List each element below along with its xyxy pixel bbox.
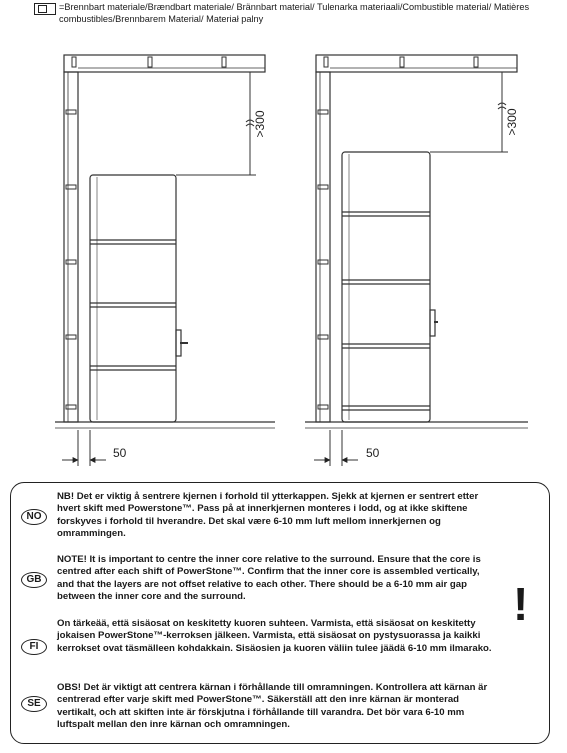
combustible-wall-right [316,55,517,422]
lang-badge-gb: GB [21,572,47,588]
floor-left [55,422,275,428]
clearance-dimension-left [176,72,256,175]
clearance-dimension-right [430,72,508,152]
floor-right [305,422,528,428]
lang-badge-no: NO [21,509,47,525]
note-gb: NOTE! It is important to centre the inner core relative to the surround. Ensure that the core is centred after each shift of PowerStone™. Confirm that the inner core is assembled vertically, and that the layers are not offset relative to each other. There should be a 6-10 mm air gap between the inner core and the surround. [57,554,481,602]
clearance-label-right: >300 [505,108,519,136]
gap-label-left: 50 [113,446,127,460]
lang-badge-fi: FI [21,639,47,655]
gap-dimension-right [314,430,358,466]
warning-exclamation-icon: ! [513,578,529,630]
combustible-wall-left [64,55,265,422]
stove-right [342,152,438,422]
note-fi: On tärkeää, että sisäosat on keskitetty kuoren suhteen. Varmista, että sisäosat on keskitetty jokaisen PowerStone™-kerroksen jälkeen. Varmista, että sisäosat on pystysuorassa ja kaikki kerrokset ovat täsmälleen kohdakkain. Sisäosien ja kuoren väliin tulee jäädä 6-10 mm ilmarako. [57,618,492,654]
legend-text: =Brennbart materiale/Brændbart materiale/ Brännbart material/ Tulenarka materiaali/Combustible material/ Matières combustibles/Brennbarem Material/ Materiał palny [59,2,530,24]
left-view [55,55,275,466]
lang-badge-se: SE [21,696,47,712]
note-se: OBS! Det är viktigt att centrera kärnan i förhållande till omramningen. Kontrollera att kärnan är centrerad efter varje skift med PowerStone™. Säkerställ att den inre kärnan är monterad vertikalt, och att skiften inte är förskjutna i förhållande till varandra. Det bör vara 6-10 mm luftspalt mellan den inre kärnan och omramningen. [57,682,488,730]
gap-label-right: 50 [366,446,380,460]
clearance-label-left: >300 [253,110,267,138]
stove-left [90,175,188,422]
gap-dimension-left [62,430,106,466]
notes-box [10,482,550,744]
note-no: NB! Det er viktig å sentrere kjernen i forhold til ytterkappen. Sjekk at kjernen er sentrert etter hvert skift med Powerstone™. Pass på at innerkjernen monteres i lodd, og at ikke skiftene forskyves i forhold til hverandre. Det skal være 6-10 mm luft mellom innerkjernen og omrammingen. [57,491,479,539]
right-view [305,55,528,466]
